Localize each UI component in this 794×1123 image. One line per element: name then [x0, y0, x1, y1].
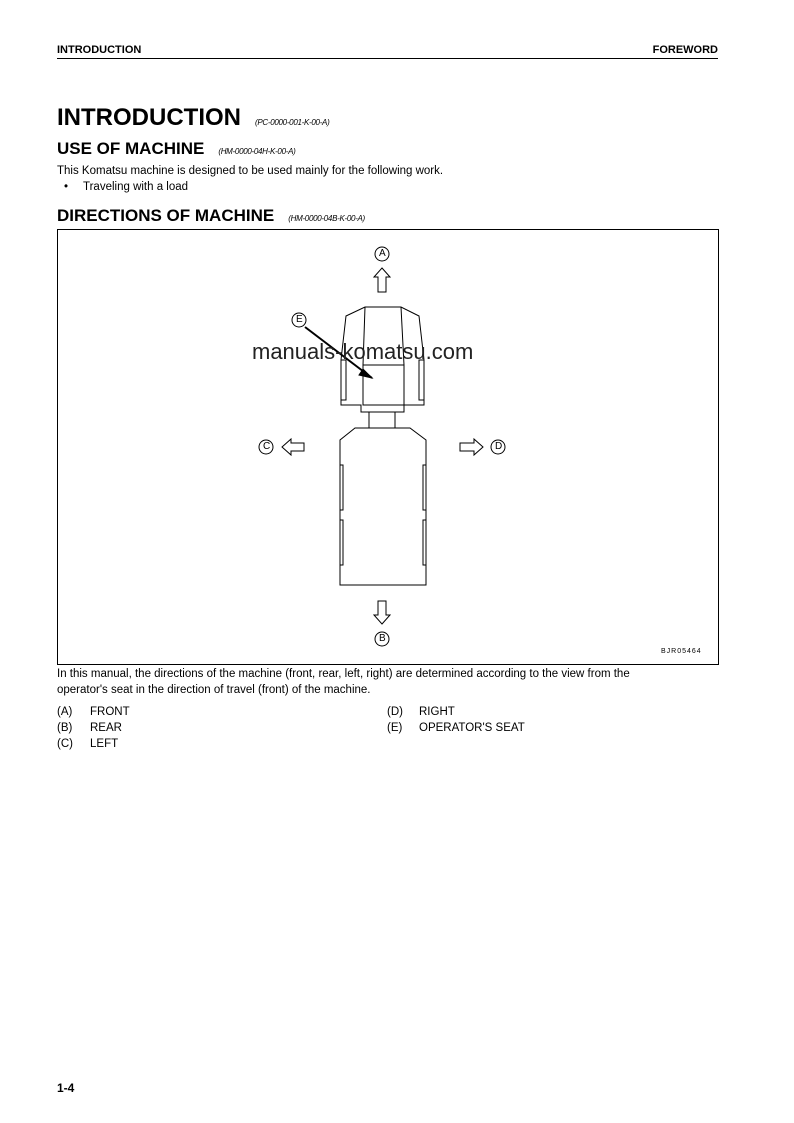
operators-seat: [363, 365, 404, 405]
title-code: (PC-0000-001-K-00-A): [254, 118, 330, 127]
legend-key: (C): [57, 738, 73, 750]
legend-key: (A): [57, 706, 73, 718]
directions-text-1: In this manual, the directions of the machine (front, rear, left, right) are determined according to the view from the: [57, 668, 630, 680]
label-b: B: [379, 633, 386, 644]
label-c: C: [263, 441, 271, 452]
legend-value: LEFT: [90, 738, 119, 750]
arrow-right-icon: [460, 439, 483, 455]
legend-key: (E): [387, 722, 403, 734]
watermark: manuals-komatsu.com: [252, 339, 474, 364]
directions-code: (HM-0000-04B-K-00-A): [288, 214, 365, 223]
title-text: INTRODUCTION: [57, 104, 241, 131]
arrow-down-icon: [374, 601, 390, 624]
label-d: D: [495, 441, 503, 452]
label-a: A: [379, 248, 386, 259]
legend-key: (B): [57, 722, 73, 734]
header-section: INTRODUCTION: [57, 44, 142, 56]
label-e: E: [296, 314, 303, 325]
directions-heading-text: DIRECTIONS OF MACHINE: [57, 206, 275, 225]
legend-value: RIGHT: [419, 706, 455, 718]
use-text: This Komatsu machine is designed to be used mainly for the following work.: [57, 165, 444, 177]
legend-value: FRONT: [90, 706, 130, 718]
rear-frame: [340, 428, 426, 585]
articulation-joint: [369, 412, 395, 428]
legend-value: OPERATOR'S SEAT: [419, 722, 525, 734]
figure-id: BJR05464: [661, 648, 702, 655]
legend-value: REAR: [90, 722, 122, 734]
use-code: (HM-0000-04H-K-00-A): [218, 147, 296, 156]
legend-key: (D): [387, 706, 403, 718]
bullet: •: [64, 181, 69, 193]
use-item: Traveling with a load: [83, 181, 189, 193]
use-heading-text: USE OF MACHINE: [57, 139, 205, 158]
page-number: 1-4: [57, 1081, 75, 1095]
arrow-up-icon: [374, 268, 390, 292]
directions-text-2: operator's seat in the direction of travel (front) of the machine.: [57, 684, 371, 696]
header-chapter: FOREWORD: [652, 44, 718, 56]
arrow-left-icon: [282, 439, 304, 455]
